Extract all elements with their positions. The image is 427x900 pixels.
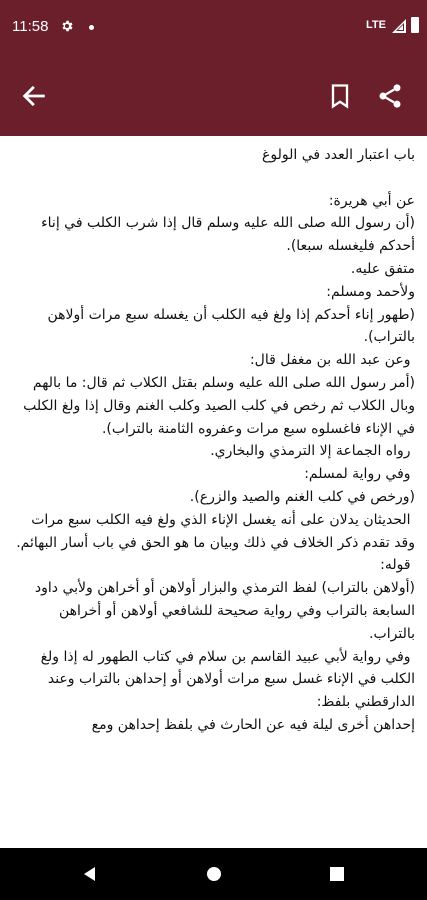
article-paragraph: وفي رواية لأبي عبيد القاسم بن سلام في كتاب الطهور له إذا ولغ الكلب في الإناء غسل سبع مرات أولاهن أو إحداهن بالتراب وعند الدارقطني بلفظ: bbox=[36, 648, 415, 711]
article-paragraph: (أمر رسول الله صلى الله عليه وسلم بقتل الكلاب ثم قال: ما بالهم وبال الكلاب ثم رخص في كلب الصيد وكلب الغنم وقال إذا ولغ الكلب في الإناء فاغسلوه سبع مرات وعفروه الثامنة بالتراب). bbox=[18, 374, 415, 437]
nav-recents-icon[interactable] bbox=[327, 864, 347, 884]
share-icon[interactable] bbox=[376, 82, 404, 110]
article-heading: باب اعتبار العدد في الولوغ bbox=[262, 147, 415, 163]
back-arrow-icon[interactable] bbox=[20, 82, 48, 110]
article-paragraph: وفي رواية لمسلم: bbox=[304, 466, 415, 483]
article-paragraph: (طهور إناء أحدكم إذا ولغ فيه الكلب أن يغسله سبع مرات أولاهن بالتراب). bbox=[43, 306, 415, 346]
article-paragraph: وعن عبد الله بن مغفل قال: bbox=[249, 352, 415, 369]
article-paragraph bbox=[12, 167, 415, 190]
article-content[interactable] bbox=[0, 136, 427, 848]
article-paragraph: (أولاهن بالتراب) لفظ الترمذي والبزار أولاهن أو أخراهن ولأبي داود السابعة بالتراب وفي رواية صحيحة للشافعي أولاهن أو أخراهن بالتراب. bbox=[30, 580, 415, 642]
article-paragraph: متفق عليه. bbox=[350, 260, 415, 277]
system-nav-bar bbox=[0, 848, 427, 900]
bookmark-icon[interactable] bbox=[326, 82, 354, 110]
signal-icon bbox=[392, 19, 406, 33]
article-paragraph: إحداهن أخرى ليلة فيه عن الحارث في بلفظ إحداهن ومع bbox=[91, 716, 415, 733]
status-time: 11:58 bbox=[12, 18, 49, 35]
nav-back-icon[interactable] bbox=[80, 864, 100, 884]
article-paragraph: رواه الجماعة إلا الترمذي والبخاري. bbox=[210, 443, 415, 460]
app-bar bbox=[0, 56, 427, 136]
nav-home-icon[interactable] bbox=[204, 864, 224, 884]
network-type: LTE bbox=[366, 19, 386, 31]
notification-dot-icon bbox=[89, 25, 94, 30]
article-paragraph: الحديثان يدلان على أنه يغسل الإناء الذي ولغ فيه الكلب سبع مرات وقد تقدم ذكر الخلاف في ذلك وبيان ما هو الحق في باب أسار البهائم. bbox=[16, 511, 415, 551]
article-text bbox=[0, 136, 427, 737]
battery-icon bbox=[411, 17, 419, 33]
status-bar bbox=[0, 0, 427, 56]
settings-gear-icon bbox=[60, 19, 74, 33]
article-paragraph: ولأحمد ومسلم: bbox=[326, 283, 415, 300]
article-paragraph: (أن رسول الله صلى الله عليه وسلم قال إذا شرب الكلب في إناء أحدكم فليغسله سبعا). bbox=[36, 215, 415, 255]
moon-icon[interactable] bbox=[272, 82, 300, 110]
article-paragraph: قوله: bbox=[380, 557, 415, 574]
article-paragraph: (ورخص في كلب الغنم والصيد والزرع). bbox=[189, 488, 415, 505]
article-paragraph: عن أبي هريرة: bbox=[328, 192, 415, 209]
